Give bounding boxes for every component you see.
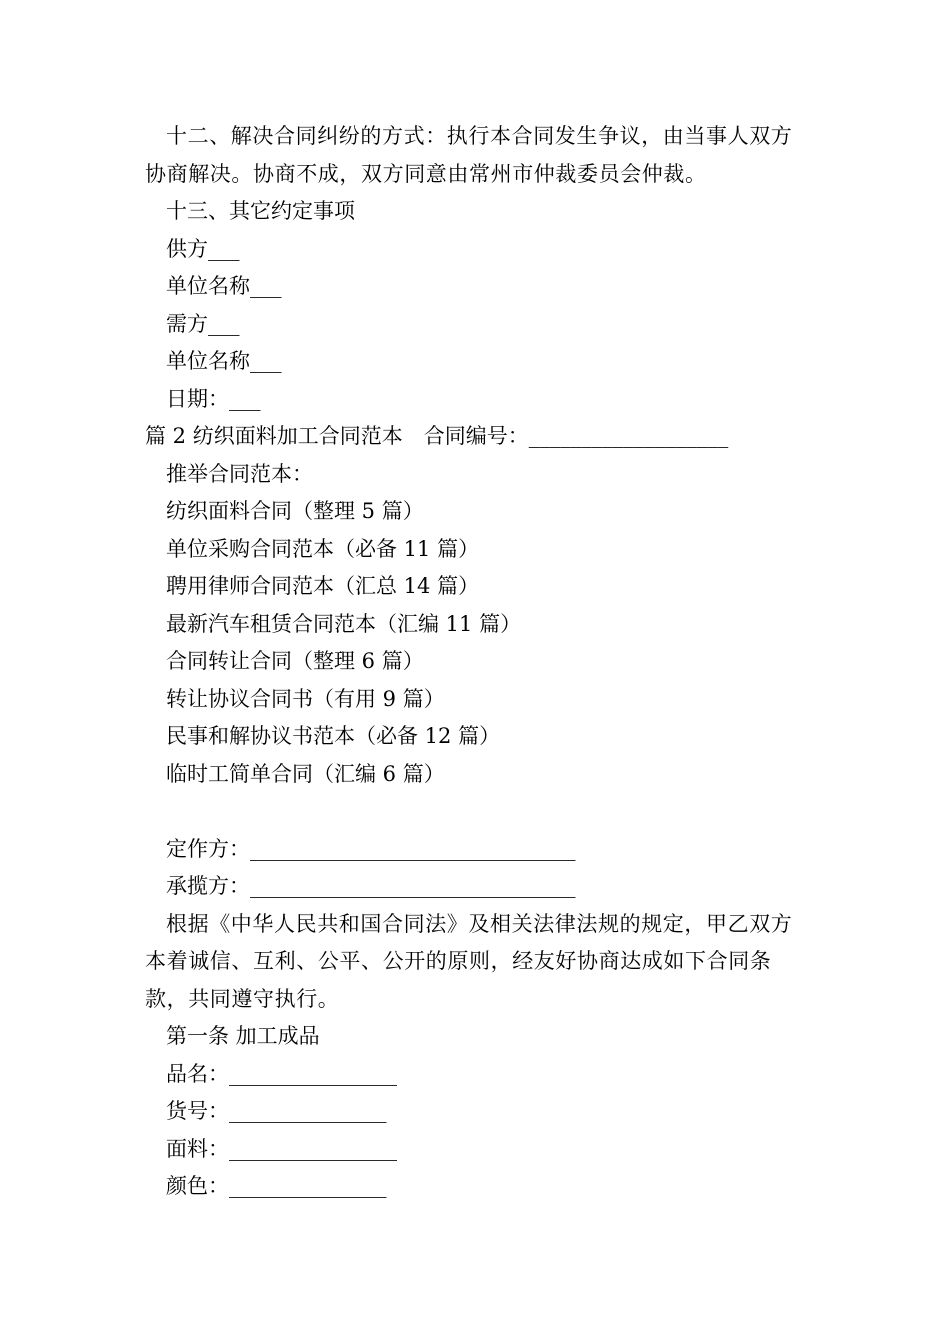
- article-1-heading: 第一条 加工成品: [166, 1024, 320, 1048]
- clause-12-dispute-resolution: 十二、解决合同纠纷的方式：执行本合同发生争议，由当事人双方协商解决。协商不成，双方同意由常州市仲裁委员会仲裁。: [145, 124, 793, 186]
- blank-line: [145, 793, 810, 831]
- recommended-item[interactable]: 合同转让合同（整理 6 篇）: [166, 649, 424, 673]
- recommended-item[interactable]: 民事和解协议书范本（必备 12 篇）: [166, 724, 501, 748]
- recommended-item[interactable]: 临时工简单合同（汇编 6 篇）: [166, 761, 445, 786]
- contracting-party-line: 定作方：_______________________________: [166, 836, 576, 861]
- section-2-title: 篇 2 纺织面料加工合同范本 合同编号：___________________: [145, 424, 729, 448]
- recommended-templates-heading: 推举合同范本：: [166, 461, 313, 486]
- preamble-paragraph: 根据《中华人民共和国合同法》及相关法律法规的规定，甲乙双方本着诚信、互利、公平、公开的原则，经友好协商达成如下合同条款，共同遵守执行。: [145, 911, 793, 1011]
- fabric-line: 面料：________________: [166, 1136, 397, 1161]
- date-line: 日期：___: [166, 386, 261, 411]
- recommended-item[interactable]: 单位采购合同范本（必备 11 篇）: [166, 536, 480, 561]
- document-page: [145, 118, 810, 1206]
- recommended-item[interactable]: 最新汽车租赁合同范本（汇编 11 篇）: [166, 611, 522, 636]
- buyer-unit-name-line: 单位名称___: [166, 349, 282, 373]
- recommended-item[interactable]: 纺织面料合同（整理 5 篇）: [166, 499, 424, 523]
- supplier-unit-name-line: 单位名称___: [166, 274, 282, 298]
- color-line: 颜色：_______________: [166, 1174, 387, 1198]
- recommended-item[interactable]: 转让协议合同书（有用 9 篇）: [166, 686, 445, 711]
- item-number-line: 货号：_______________: [166, 1099, 387, 1123]
- recommended-item[interactable]: 聘用律师合同范本（汇总 14 篇）: [166, 574, 480, 598]
- contractor-party-line: 承揽方：_______________________________: [166, 874, 576, 898]
- product-name-line: 品名：________________: [166, 1061, 397, 1086]
- supplier-line: 供方___: [166, 236, 240, 261]
- clause-13-heading: 十三、其它约定事项: [166, 199, 355, 223]
- buyer-line: 需方___: [166, 311, 240, 336]
